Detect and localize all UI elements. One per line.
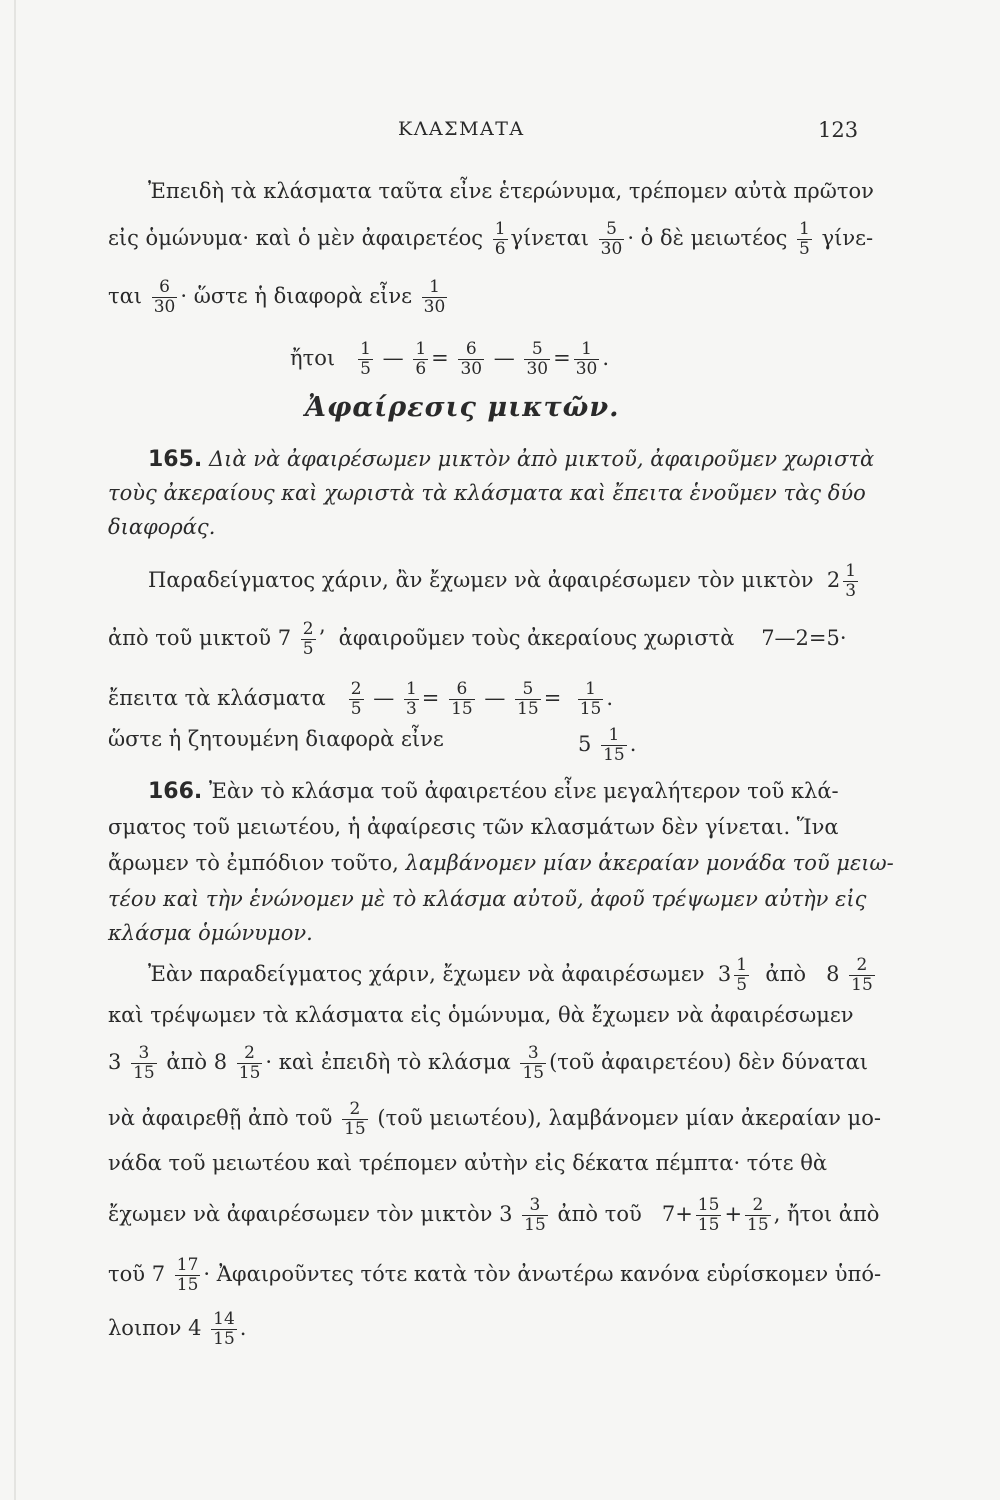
period: . [239,1316,247,1340]
text-line [108,480,866,506]
text: λοιπον 4 [108,1316,202,1340]
numerator: 5 [522,679,534,699]
denominator: 6 [415,359,427,379]
equals-sign: = [553,346,571,370]
numerator: 1 [608,725,620,745]
text: νὰ ἀφαιρεθῇ ἀπὸ τοῦ [108,1106,333,1130]
plus-sign: + [675,1202,693,1226]
fraction [301,620,316,659]
minus-sign: — [373,686,395,710]
fraction [601,726,627,765]
numerator: 6 [159,277,170,297]
text: · ὁ δὲ μειωτέος [627,226,788,250]
numerator: 2 [856,955,868,975]
equals-sign: = [431,346,449,370]
numerator: 14 [213,1309,235,1329]
text-line [108,1309,247,1349]
denominator: 5 [360,359,371,379]
denominator: 15 [747,1215,769,1235]
running-header: ΚΛΑΣΜΑΤΑ [398,118,525,140]
numerator: 2 [302,619,314,639]
numerator: 15 [697,1195,720,1215]
numerator: 5 [606,219,617,239]
text: καὶ τρέψωμεν τὰ κλάσματα εἰς ὁμώνυμα, θὰ ἔχωμεν νὰ ἀφαιρέσωμεν [108,1003,854,1027]
text: ἔχωμεν νὰ ἀφαιρέσωμεν τὸν μικτὸν 3 [108,1202,513,1226]
minus-sign: — [382,346,404,370]
fraction [422,278,448,317]
fraction [349,680,364,719]
numerator: 1 [845,561,857,581]
text: Ἐὰν παραδείγματος χάριν, ἔχωμεν νὰ ἀφαιρέσωμεν [148,962,705,986]
text: ἀφαιροῦμεν τοὺς ἀκεραίους χωριστὰ [338,626,735,650]
fraction [152,278,178,317]
fraction [515,680,541,719]
text: 3 [108,1050,122,1074]
denominator: 30 [153,297,176,317]
fraction [131,1044,157,1083]
text: , ἤτοι ἀπὸ [773,1202,880,1226]
denominator: 15 [176,1275,199,1295]
numerator: 1 [799,219,810,239]
page-edge [14,0,16,1500]
numerator: 3 [527,1043,539,1063]
text: γίνεται [510,226,589,250]
fraction [522,1196,548,1235]
fraction [524,340,550,379]
text: · καὶ ἐπειδὴ τὸ κλάσμα [265,1050,511,1074]
period: . [629,732,637,756]
fraction [211,1310,237,1349]
text-line [108,1195,880,1235]
text: ’ [318,626,326,650]
text-line [108,619,847,659]
text-line [148,955,878,995]
numerator: 3 [529,1195,541,1215]
text-line [108,1150,827,1176]
text: γίνε- [821,226,874,250]
period: . [602,346,610,370]
numerator: 1 [429,277,440,297]
text-line [148,446,874,472]
fraction [843,562,858,601]
denominator: 15 [238,1063,261,1083]
text: (τοῦ μειωτέου), λαμβάνομεν μίαν ἀκεραίαν μο- [377,1106,881,1130]
text: ἔπειτα τὰ κλάσματα [108,686,326,710]
text: σματος τοῦ μειωτέου, ἡ ἀφαίρεσις τῶν κλασμάτων δὲν γίνεται. Ἵνα [108,815,839,839]
denominator: 15 [451,699,473,719]
text-line [108,219,874,259]
numerator: 1 [405,679,417,699]
numerator: 17 [176,1255,199,1275]
denominator: 5 [302,639,314,659]
fraction [237,1044,263,1083]
text: τοὺς ἀκεραίους καὶ χωριστὰ τὰ κλάσματα καὶ ἔπειτα ἑνοῦμεν τὰς δύο [108,481,866,505]
text-line [148,178,874,204]
equation-line [108,679,614,719]
text: 3 [717,962,732,986]
text: 5 [578,732,592,756]
plus-sign: + [724,1202,743,1226]
numerator: 3 [138,1043,150,1063]
numerator: 1 [415,339,427,359]
numerator: 2 [349,1099,361,1119]
text-line [108,277,450,317]
denominator: 15 [603,745,625,765]
text-line [148,778,839,804]
fraction [175,1256,201,1295]
denominator: 30 [575,359,598,379]
numerator: 1 [360,339,371,359]
denominator: 5 [350,699,362,719]
text-line [108,1099,881,1139]
equals-sign: = [421,686,440,710]
text: νάδα τοῦ μειωτέου καὶ τρέπομεν αὐτὴν εἰς δέκατα πέμπτα· τότε θὰ [108,1151,828,1175]
paragraph-number: 166. [148,779,203,804]
fraction [449,680,475,719]
denominator: 15 [213,1329,235,1349]
denominator: 15 [579,699,602,719]
text: ται [108,284,143,308]
denominator: 15 [697,1215,720,1235]
text: ἀπὸ τοῦ [557,1202,642,1226]
equation-line [290,339,610,379]
numerator: 6 [465,339,477,359]
numerator: 2 [244,1043,255,1063]
denominator: 30 [600,239,623,259]
text-line [108,514,215,540]
denominator: 3 [405,699,417,719]
denominator: 15 [133,1063,155,1083]
text: 7 [661,1202,676,1226]
fraction [342,1100,368,1139]
text-line [108,920,313,946]
numerator: 1 [494,219,506,239]
text: διαφοράς. [108,515,216,539]
denominator: 30 [423,297,446,317]
fraction [520,1044,546,1083]
paragraph-number: 165. [148,447,203,472]
text: 8 [826,962,840,986]
numerator: 1 [585,679,596,699]
fraction [493,220,508,259]
text: λαμβάνομεν μίαν ἀκεραίαν μονάδα τοῦ μειω- [405,851,894,875]
denominator: 15 [524,1215,546,1235]
fraction [404,680,419,719]
text-line [108,726,444,752]
denominator: 30 [526,359,549,379]
fraction [358,340,373,379]
denominator: 15 [851,975,873,995]
text: εἰς ὁμώνυμα· καὶ ὁ μὲν ἀφαιρετέος [108,226,483,250]
fraction [578,680,604,719]
numerator: 1 [581,339,592,359]
text: ὥστε ἡ ζητουμένη διαφορὰ εἶνε [108,727,444,751]
text-line [108,850,894,876]
minus-sign: — [484,686,506,710]
text: · Ἀφαιροῦντες τότε κατὰ τὸν ἀνωτέρω κανόνα εὑρίσκομεν ὑπό- [203,1262,882,1286]
denominator: 6 [494,239,506,259]
text: Διὰ νὰ ἀφαιρέσωμεν μικτὸν ἀπὸ μικτοῦ, ἀφαιροῦμεν χωριστὰ [208,447,875,471]
text-line [108,1255,882,1295]
fraction [797,220,812,259]
text: ἤτοι [290,346,336,370]
text-line [108,814,839,840]
period: . [606,686,614,710]
fraction [458,340,484,379]
result-value [578,725,637,765]
text: ἄρωμεν τὸ ἐμπόδιον τοῦτο, [108,851,399,875]
text: κλάσμα ὁμώνυμον. [108,921,313,945]
text-line [108,1043,869,1083]
text-line [148,561,861,601]
text-line [108,886,866,912]
fraction [413,340,428,379]
denominator: 5 [799,239,810,259]
numerator: 2 [350,679,362,699]
text: Ἐὰν τὸ κλάσμα τοῦ ἀφαιρετέου εἶνε μεγαλήτερον τοῦ κλά- [208,779,839,803]
denominator: 15 [522,1063,545,1083]
text: Παραδείγματος χάριν, ἂν ἔχωμεν νὰ ἀφαιρέσωμεν τὸν μικτὸν [148,568,814,592]
fraction [696,1196,722,1235]
fraction [734,956,749,995]
denominator: 3 [845,581,857,601]
text: · ὥστε ἡ διαφορὰ εἶνε [180,284,412,308]
text: τοῦ 7 [108,1262,166,1286]
text: Ἐπειδὴ τὰ κλάσματα ταῦτα εἶνε ἑτερώνυμα, τρέπομεν αὐτὰ πρῶτον [148,179,874,203]
denominator: 15 [344,1119,366,1139]
minus-sign: — [493,346,515,370]
numerator: 1 [736,955,748,975]
page-number: 123 [818,118,859,142]
numerator: 2 [752,1195,764,1215]
text: ἀπὸ [765,962,807,986]
fraction [849,956,875,995]
equals-sign: = [543,686,562,710]
text: ἀπὸ τοῦ μικτοῦ 7 [108,626,292,650]
text: 2 [826,568,841,592]
text-line [108,1002,854,1028]
fraction [745,1196,771,1235]
denominator: 30 [460,359,483,379]
fraction [599,220,625,259]
denominator: 15 [517,699,539,719]
section-title: Ἀφαίρεσις μικτῶν. [305,392,620,423]
fraction [574,340,600,379]
numerator: 5 [531,339,543,359]
text: τέου καὶ τὴν ἑνώνομεν μὲ τὸ κλάσμα αὐτοῦ, ἀφοῦ τρέψωμεν αὐτὴν εἰς [108,887,867,911]
text: 7—2=5· [761,626,847,650]
numerator: 6 [456,679,468,699]
text: ἀπὸ 8 [166,1050,228,1074]
denominator: 5 [736,975,748,995]
text: (τοῦ ἀφαιρετέου) δὲν δύναται [549,1050,869,1074]
